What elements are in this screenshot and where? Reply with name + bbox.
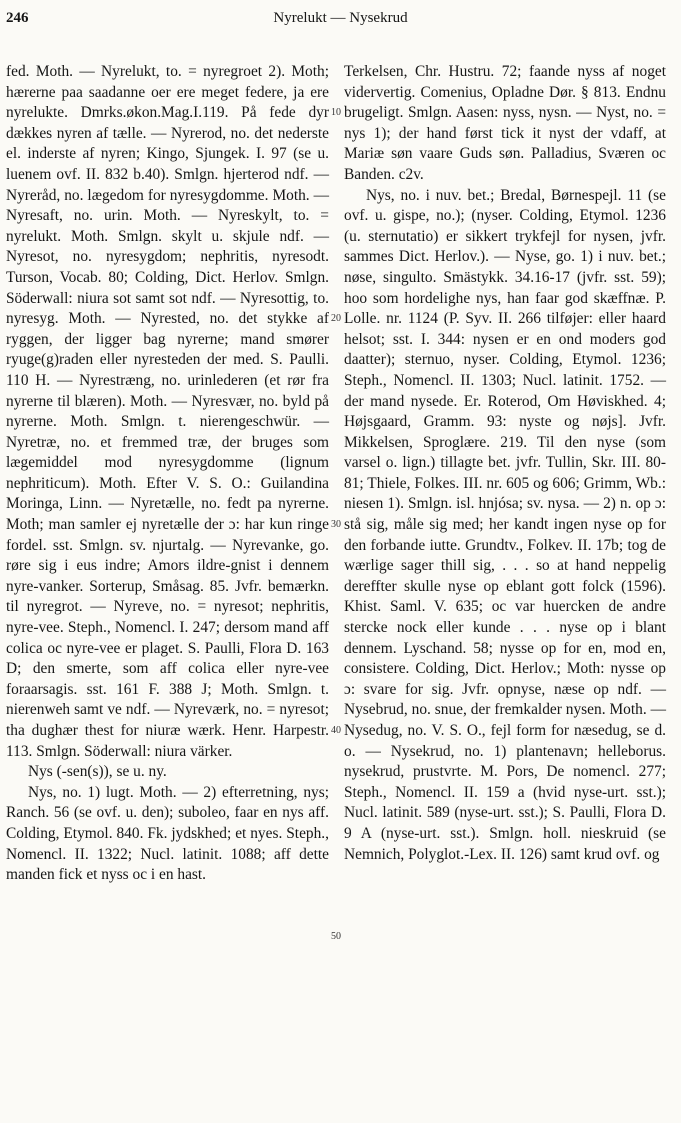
page-header — [0, 10, 681, 34]
line-number: 20 — [331, 313, 341, 324]
entry-nys-ny: Nys (-sen(s)), se u. ny. — [28, 763, 167, 781]
line-number: 40 — [331, 725, 341, 736]
line-number: 30 — [331, 519, 341, 530]
entry-nys-nyse: Nys, no. i nuv. bet.; Bredal, Børnespejl. 11 (se ovf. u. gispe, no.); (nyser. Colding, Etymol. 1236 (u. sternutatio) er sikkert trykfejl for nysen, jvfr. sammes Dict. Herlov.). — Nyse, go. 1) i nuv. bet.; nøse, singulto. Smästykk. 34.16-17 (jvfr. sst. 59); hoo som hordelighe nys, han faar god skæffnæ. P. Lolle. nr. 1124 (P. Syv. II. 266 tilføjer: eller haard helsot; sst. I. 344: nysen er en ond moders god daatter); sternuo, nyser. Colding, Etymol. 1236; Steph., Nomencl. II. 1303; Nucl. latinit. 1752. — der mand nysede. Er. Roterod, Om Høviskhed. 4; Højsgaard, Gramm. 93: nyste og nøjs]. Jvfr. Mikkelsen, Sproglære. 219. Til den nyse (som varsel o. lign.) tillagte bet. jvfr. Tullin, Skr. III. 80-81; Thiele, Folkes. III. nr. 605 og 606; Grimm, Wb.: niesen 1). Smlgn. isl. hnjósa; sv. nysa. — 2) n. op ɔ: stå sig, måle sig med; her kandt ingen nyse op for den forbande iutte. Grundtv., Folkev. II. 17b; tog de wærlige sager thill sig, . . . so at hand neppelig dereffter skulle nyse op eblant gott folck (1596). Khist. Saml. V. 635; oc var huercken de andre stercke nock eller kunde . . . nyse op i blant dennem. Lyschand. 58; nysse op for en, mod en, consistere. Colding, Dict. Herlov.; Moth: nysse op ɔ: svare for sig. Jvfr. opnyse, næse op ndf. — Nysebrud, no. snue, der fremkalder nysen. Moth. — Nysedug, no. V. S. O., fejl form for næsedug, se d. o. — Nysekrud, no. 1) plantenavn; helleborus. nysekrud, prustvrte. M. Pors, De nomencl. 277; Steph., Nomencl. II. 159 a (hvid nyse-urt. sst.); Nucl. latinit. 589 (nyse-urt. sst.); S. Paulli, Flora D. 9 A (nyse-urt. sst.). Smlgn. holl. nieskruid (se Nemnich, Polyglot.-Lex. II. 126) samt krud ovf. og — [344, 186, 666, 863]
line-number: 50 — [331, 931, 341, 942]
entry-nys-lugt: Nys, no. 1) lugt. Moth. — 2) efterretning, nys; Ranch. 56 (se ovf. u. den); suboleo, faar en nys aff. Colding, Etymol. 840. Fk. jydskhed; et nyes. Steph., Nomencl. II. 1322; Nucl. latinit. 1088; aff dette manden fick et nyss oc i en hast. — [6, 783, 329, 884]
entry-nys-continued: Terkelsen, Chr. Hustru. 72; faande nyss af noget vidervertig. Comenius, Opladne Dør. § 813. Endnu brugeligt. Smlgn. Aasen: nyss, nysn. — Nyst, no. = nys 1); der hand først tick it nyst der vdaff, at Mariæ søn vaare Guds søn. Palladius, Sværen oc Banden. c2v. — [344, 63, 666, 183]
page-number: 246 — [6, 10, 29, 26]
line-number: 10 — [331, 107, 341, 118]
entry-nyrelukt-block: fed. Moth. — Nyrelukt, to. = nyregroet 2). Moth; hærerne paa saadanne oer ere meget federe, ja ere nyrelukte. Dmrks.økon.Mag.I.119. På fede dyr dækkes nyren af tælle. — Nyrerod, no. det nederste el. inderste af nyren; Kingo, Sjungek. I. 97 (se u. luenem ovf. II. 832 b.40). Smlgn. hjerterod ndf. — Nyreråd, no. lægedom for nyresygdomme. Moth. — Nyresaft, no. urin. Moth. — Nyreskylt, to. = nyrelukt. Moth. Smlgn. skylt u. skjule ndf. — Nyresot, no. nyresygdom; nephritis, nyresodt. Turson, Vocab. 80; Colding, Dict. Herlov. Smlgn. Söderwall: niura sot samt sot ndf. — Nyresottig, to. nyresyg. Moth. — Nyrested, no. det stykke af ryggen, der ligger bag nyrerne; mand smører ryuge(g)raden eller nyresteden der med. S. Paulli. 110 H. — Nyrestræng, no. urinlederen (et rør fra nyrerne til blæren). Moth. — Nyresvær, no. byld på nyrerne. Moth. Smlgn. t. nierengeschwür. — Nyretræ, no. et fremmed træ, der bruges som lægemiddel mod nyresygdomme (lignum nephriticum). Moth. Efter V. S. O.: Guilandina Moringa, Linn. — Nyretælle, no. fedt pa nyrerne. Moth; man samler ej nyretælle der ɔ: har kun ringe fordel. sst. Smlgn. sv. njurtalg. — Nyrevanke, go. røre sig i eus indre; Amors ildre-gnist i dennem nyre-vanker. Sorterup, Småsag. 85. Jvfr. bemærkn. til nyregrot. — Nyreve, no. = nyresot; nephritis, nyre-vee. Steph., Nomencl. I. 247; dersom mand aff colica oc nyre-vee er plaget. S. Paulli, Flora D. 163 D; den smerte, som aff colica eller nyre-vee foraarsagis. sst. 161 F. 388 J; Moth. Smlgn. t. nierenweh samt ve ndf. — Nyreværk, no. = nyresot; tha dughær thest for niuræ wærk. Henr. Harpestr. 113. Smlgn. Söderwall: niura värker. — [6, 63, 329, 760]
right-column — [344, 62, 666, 865]
left-column — [6, 62, 329, 886]
running-title: Nyrelukt — Nysekrud — [273, 10, 408, 26]
